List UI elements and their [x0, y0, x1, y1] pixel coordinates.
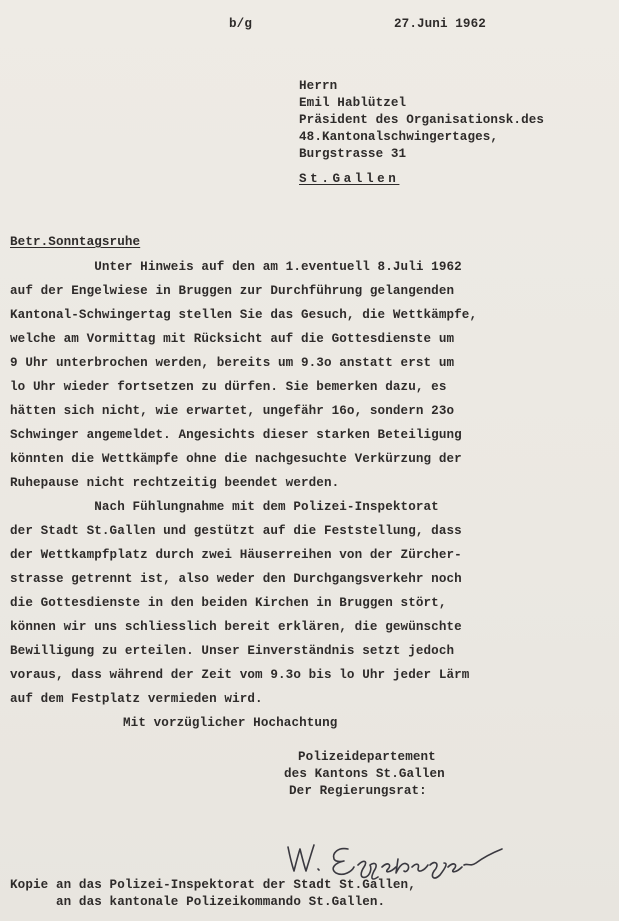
address-line: 48.Kantonalschwingertages, [299, 130, 499, 144]
body-line: Schwinger angemeldet. Angesichts dieser starken Beteiligung [10, 428, 462, 442]
body-line: welche am Vormittag mit Rücksicht auf die Gottesdienste um [10, 332, 455, 346]
body-line: auf der Engelwiese in Bruggen zur Durchführung gelangenden [10, 284, 455, 298]
address-line: Burgstrasse 31 [299, 147, 407, 161]
reference-code: b/g [229, 17, 252, 31]
address-city: St.Gallen [299, 172, 400, 186]
body-line: Nach Fühlungnahme mit dem Polizei-Inspektorat [10, 500, 439, 514]
signature-line: Der Regierungsrat: [289, 784, 427, 798]
body-line: könnten die Wettkämpfe ohne die nachgesuchte Verkürzung der [10, 452, 462, 466]
copy-line: an das kantonale Polizeikommando St.Gallen. [10, 895, 386, 909]
body-line: Unter Hinweis auf den am 1.eventuell 8.Juli 1962 [10, 260, 462, 274]
address-line: Herrn [299, 79, 338, 93]
body-line: der Wettkampfplatz durch zwei Häuserreihen von der Zürcher- [10, 548, 462, 562]
address-line: Präsident des Organisationsk.des [299, 113, 545, 127]
letter-date: 27.Juni 1962 [394, 17, 486, 31]
body-line: lo Uhr wieder fortsetzen zu dürfen. Sie bemerken dazu, es [10, 380, 447, 394]
handwritten-signature [278, 835, 518, 881]
body-line: hätten sich nicht, wie erwartet, ungefähr 16o, sondern 23o [10, 404, 455, 418]
body-line: die Gottesdienste in den beiden Kirchen in Bruggen stört, [10, 596, 447, 610]
closing-line: Mit vorzüglicher Hochachtung [123, 716, 338, 730]
signature-line: des Kantons St.Gallen [284, 767, 445, 781]
body-line: voraus, dass während der Zeit vom 9.3o bis lo Uhr jeder Lärm [10, 668, 470, 682]
signature-line: Polizeidepartement [298, 750, 436, 764]
body-line: Bewilligung zu erteilen. Unser Einverständnis setzt jedoch [10, 644, 455, 658]
copy-line: Kopie an das Polizei-Inspektorat der Stadt St.Gallen, [10, 878, 416, 892]
body-line: Kantonal-Schwingertag stellen Sie das Gesuch, die Wettkämpfe, [10, 308, 478, 322]
body-line: können wir uns schliesslich bereit erklären, die gewünschte [10, 620, 462, 634]
body-line: auf dem Festplatz vermieden wird. [10, 692, 263, 706]
body-line: der Stadt St.Gallen und gestützt auf die Feststellung, dass [10, 524, 462, 538]
letter-subject: Betr.Sonntagsruhe [10, 235, 141, 249]
body-line: Ruhepause nicht rechtzeitig beendet werden. [10, 476, 340, 490]
body-line: 9 Uhr unterbrochen werden, bereits um 9.3o anstatt erst um [10, 356, 455, 370]
address-line: Emil Hablützel [299, 96, 407, 110]
body-line: strasse getrennt ist, also weder den Durchgangsverkehr noch [10, 572, 462, 586]
